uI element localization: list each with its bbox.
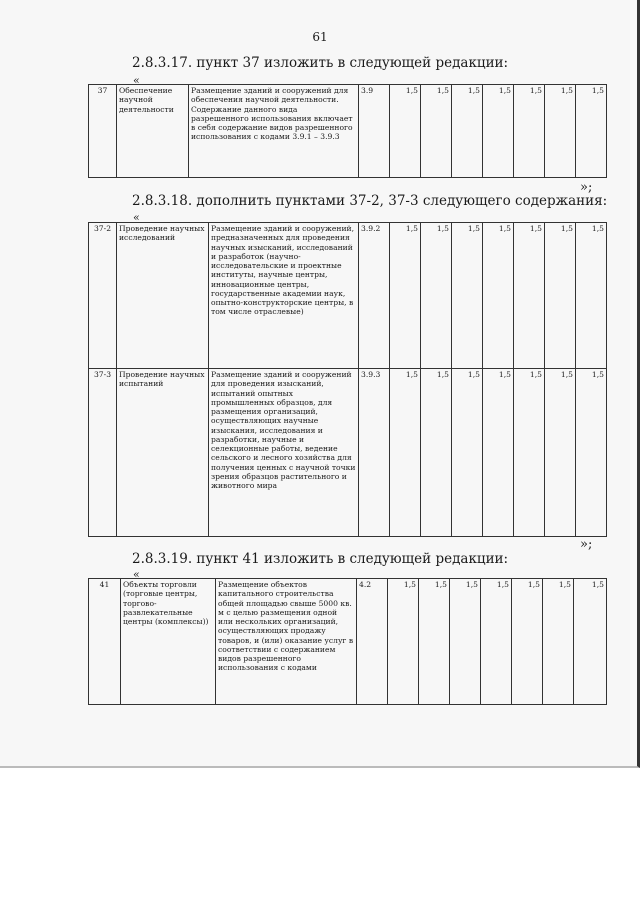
open-quote: « [133, 74, 140, 87]
table-row [89, 579, 607, 705]
row-value: 1,5 [388, 579, 419, 705]
row-value: 1,5 [481, 579, 512, 705]
row-value: 1,5 [543, 579, 574, 705]
row-value: 1,5 [421, 223, 452, 369]
row-value: 1,5 [545, 85, 576, 178]
row-value: 1,5 [576, 369, 607, 537]
row-value: 1,5 [483, 223, 514, 369]
open-quote: « [133, 568, 140, 581]
row-number: 37-2 [89, 223, 117, 369]
row-number: 37-3 [89, 369, 117, 537]
row-code: 4.2 [357, 579, 388, 705]
row-value: 1,5 [576, 85, 607, 178]
row-description: Размещение объектов капитального строительства общей площадью свыше 5000 кв. м с целью размещения одной или нескольких организаций, осуществляющих продажу товаров, и (или) оказание услуг в соответствии с содержанием видов разрешенного использования с кодами [216, 579, 357, 705]
page-number: 61 [312, 30, 328, 44]
row-name: Проведение научных исследований [117, 223, 209, 369]
row-value: 1,5 [576, 223, 607, 369]
row-description: Размещение зданий и сооружений, предназначенных для проведения научных изысканий, исследований и разработок (научно-исследовательские и проектные институты, научные центры, инновационные центры, государственные академии наук, опытно-конструкторские центры, в том числе отраслевые) [209, 223, 359, 369]
row-value: 1,5 [514, 85, 545, 178]
row-value: 1,5 [452, 369, 483, 537]
table-row [89, 369, 607, 537]
row-value: 1,5 [483, 85, 514, 178]
row-number: 37 [89, 85, 117, 178]
row-value: 1,5 [419, 579, 450, 705]
row-name: Объекты торговли (торговые центры, торгово-развлекательные центры (комплексы)) [121, 579, 216, 705]
row-name: Проведение научных испытаний [117, 369, 209, 537]
row-value: 1,5 [545, 369, 576, 537]
section-heading: 2.8.3.19. пункт 41 изложить в следующей редакции: [132, 551, 509, 567]
row-value: 1,5 [514, 369, 545, 537]
row-value: 1,5 [512, 579, 543, 705]
row-value: 1,5 [450, 579, 481, 705]
close-quote: »; [580, 180, 593, 195]
row-value: 1,5 [390, 369, 421, 537]
row-code: 3.9.2 [359, 223, 390, 369]
section-heading: 2.8.3.17. пункт 37 изложить в следующей редакции: [132, 55, 509, 71]
row-value: 1,5 [545, 223, 576, 369]
row-value: 1,5 [574, 579, 607, 705]
regulation-table [88, 84, 607, 178]
table-row [89, 85, 607, 178]
row-value: 1,5 [483, 369, 514, 537]
row-value: 1,5 [452, 85, 483, 178]
row-value: 1,5 [421, 85, 452, 178]
row-name: Обеспечение научной деятельности [117, 85, 189, 178]
regulation-table [88, 578, 607, 705]
close-quote: »; [580, 537, 593, 552]
row-value: 1,5 [421, 369, 452, 537]
row-value: 1,5 [452, 223, 483, 369]
row-description: Размещение зданий и сооружений для обеспечения научной деятельности. Содержание данного вида разрешенного использования включает в себя содержание видов разрешенного использования с кодами 3.9.1 – 3.9.3 [189, 85, 359, 178]
row-number: 41 [89, 579, 121, 705]
row-value: 1,5 [514, 223, 545, 369]
row-code: 3.9 [359, 85, 390, 178]
row-value: 1,5 [390, 85, 421, 178]
regulation-table [88, 222, 607, 537]
section-heading: 2.8.3.18. дополнить пунктами 37-2, 37-3 следующего содержания: [132, 193, 608, 209]
row-value: 1,5 [390, 223, 421, 369]
row-code: 3.9.3 [359, 369, 390, 537]
table-row [89, 223, 607, 369]
open-quote: « [133, 211, 140, 224]
row-description: Размещение зданий и сооружений для проведения изысканий, испытаний опытных промышленных образцов, для размещения организаций, осуществляющих научные изыскания, исследования и разработки, научные и селекционные работы, ведение сельского и лесного хозяйства для получения ценных с научной точки зрения образцов растительного и животного мира [209, 369, 359, 537]
